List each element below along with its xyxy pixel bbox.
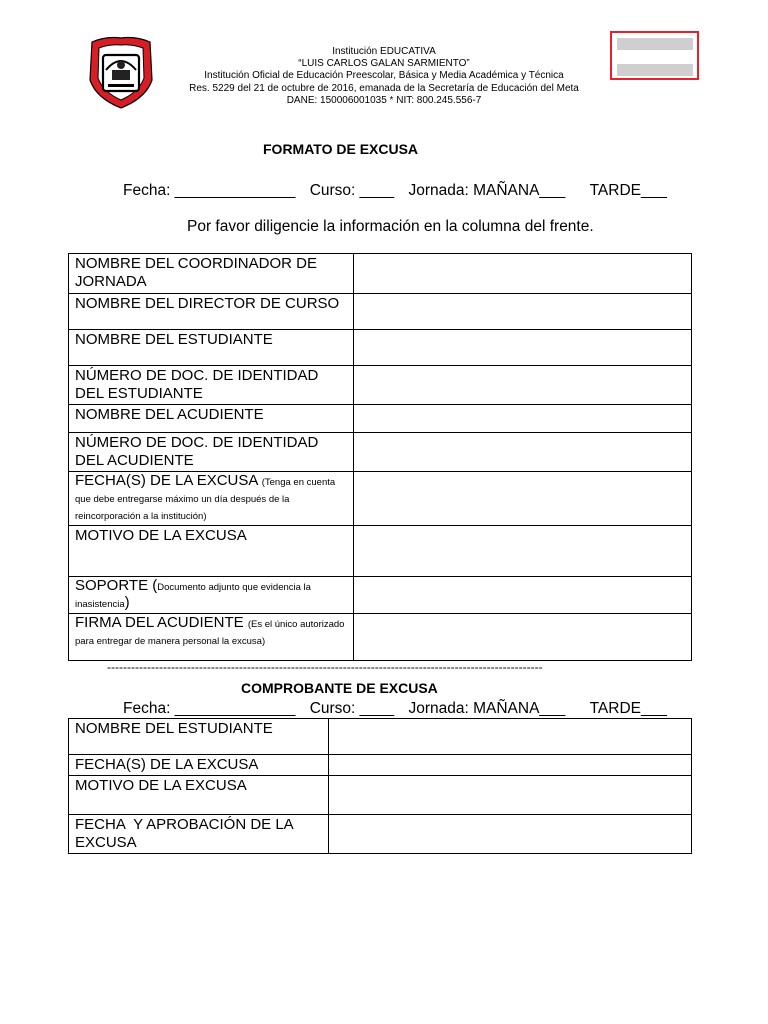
input-cell[interactable] bbox=[354, 472, 692, 526]
header-line: Institución EDUCATIVA bbox=[332, 46, 436, 57]
row-note: Documento adjunto que evidencia la inasistencia bbox=[75, 582, 311, 610]
header-line: DANE: 150006001035 * NIT: 800.245.556-7 bbox=[286, 94, 482, 106]
institution-header bbox=[170, 46, 598, 107]
row-label: NÚMERO DE DOC. DE IDENTIDAD DEL ACUDIENTE bbox=[69, 433, 354, 472]
cut-line-separator: ------------------------------------------------------------------------------------------------------------- bbox=[107, 660, 543, 674]
input-cell[interactable] bbox=[354, 405, 692, 433]
table-row bbox=[69, 366, 692, 405]
stamp-bar bbox=[617, 38, 693, 50]
row-label-with-note bbox=[69, 577, 354, 614]
table-row bbox=[69, 815, 692, 854]
table-row bbox=[69, 776, 692, 815]
input-cell[interactable] bbox=[329, 755, 692, 776]
row-label-with-note bbox=[69, 614, 354, 661]
row-label: NOMBRE DEL ACUDIENTE bbox=[69, 405, 354, 433]
input-cell[interactable] bbox=[354, 526, 692, 577]
signature-cell[interactable] bbox=[354, 614, 692, 661]
stamp-bar bbox=[617, 64, 693, 76]
row-label: FECHA(S) DE LA EXCUSA bbox=[75, 472, 258, 489]
excuse-form-table bbox=[68, 253, 692, 661]
row-label: FECHA Y APROBACIÓN DE LA EXCUSA bbox=[69, 815, 329, 854]
table-row bbox=[69, 577, 692, 614]
fecha-label: Fecha: ______________ bbox=[123, 700, 296, 717]
curso-label: Curso: ____ bbox=[309, 700, 395, 717]
row-note: (Es el único autorizado para entregar de manera personal la excusa) bbox=[75, 619, 345, 647]
table-row bbox=[69, 472, 692, 526]
table-row bbox=[69, 614, 692, 661]
instruction-text: Por favor diligencie la información en la columna del frente. bbox=[187, 218, 594, 235]
row-label: NOMBRE DEL ESTUDIANTE bbox=[69, 330, 354, 366]
input-cell[interactable] bbox=[329, 719, 692, 755]
row-label-with-note bbox=[69, 472, 354, 526]
input-cell[interactable] bbox=[354, 330, 692, 366]
row-label-tail: ) bbox=[124, 594, 130, 611]
row-label: FECHA(S) DE LA EXCUSA bbox=[69, 755, 329, 776]
input-cell[interactable] bbox=[354, 577, 692, 614]
curso-label: Curso: ____ bbox=[309, 182, 395, 199]
table-row bbox=[69, 405, 692, 433]
input-cell[interactable] bbox=[329, 776, 692, 815]
input-cell[interactable] bbox=[354, 254, 692, 294]
table-row bbox=[69, 254, 692, 294]
input-cell[interactable] bbox=[354, 294, 692, 330]
receipt-date-line bbox=[123, 700, 677, 718]
stamp-box bbox=[610, 31, 699, 80]
receipt-table bbox=[68, 718, 692, 854]
table-row bbox=[69, 433, 692, 472]
row-label: NÚMERO DE DOC. DE IDENTIDAD DEL ESTUDIANTE bbox=[69, 366, 354, 405]
jornada-label: Jornada: MAÑANA___ bbox=[408, 700, 566, 717]
jornada-label: Jornada: MAÑANA___ bbox=[408, 182, 566, 199]
row-label: NOMBRE DEL COORDINADOR DE JORNADA bbox=[69, 254, 354, 294]
tarde-label: TARDE___ bbox=[589, 700, 667, 717]
fecha-label: Fecha: ______________ bbox=[123, 182, 296, 199]
row-label: NOMBRE DEL ESTUDIANTE bbox=[69, 719, 329, 755]
header-line: Institución Oficial de Educación Preescolar, Básica y Media Académica y Técnica bbox=[204, 70, 564, 82]
input-cell[interactable] bbox=[354, 366, 692, 405]
row-note: (Tenga en cuenta que debe entregarse máximo un día después de la reincorporación a la institución) bbox=[75, 477, 336, 522]
row-label: NOMBRE DEL DIRECTOR DE CURSO bbox=[69, 294, 354, 330]
table-row bbox=[69, 294, 692, 330]
institution-logo bbox=[86, 34, 156, 110]
table-row bbox=[69, 719, 692, 755]
input-cell[interactable] bbox=[329, 815, 692, 854]
row-label: FIRMA DEL ACUDIENTE bbox=[75, 614, 244, 631]
table-row bbox=[69, 330, 692, 366]
row-label: MOTIVO DE LA EXCUSA bbox=[69, 526, 354, 577]
header-line: “LUIS CARLOS GALAN SARMIENTO” bbox=[298, 58, 470, 70]
row-label: MOTIVO DE LA EXCUSA bbox=[69, 776, 329, 815]
row-label: SOPORTE ( bbox=[75, 577, 158, 594]
tarde-label: TARDE___ bbox=[589, 182, 667, 199]
input-cell[interactable] bbox=[354, 433, 692, 472]
table-row bbox=[69, 755, 692, 776]
date-line bbox=[123, 182, 677, 200]
table-row bbox=[69, 526, 692, 577]
receipt-title: COMPROBANTE DE EXCUSA bbox=[241, 680, 438, 696]
form-title: FORMATO DE EXCUSA bbox=[263, 141, 419, 157]
header-line: Res. 5229 del 21 de octubre de 2016, emanada de la Secretaría de Educación del Meta bbox=[189, 82, 579, 94]
